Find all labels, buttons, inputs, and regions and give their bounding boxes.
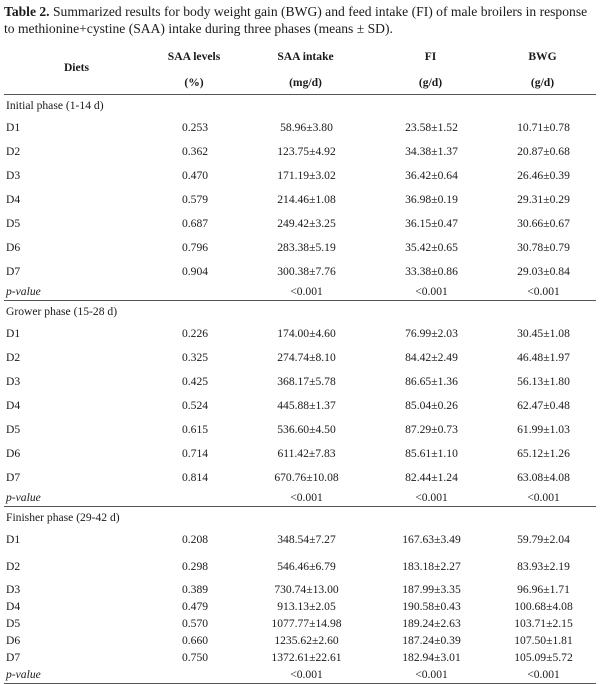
bwg-cell: 63.08±4.08 [517, 470, 570, 484]
bwg-cell: 103.71±2.15 [514, 617, 573, 630]
saa-level-cell: 0.904 [181, 264, 209, 278]
caption-label: Table 2. [4, 4, 50, 19]
phase-row [4, 301, 596, 322]
table-row [4, 551, 596, 581]
table-row [4, 615, 596, 632]
table-row [4, 345, 596, 369]
fi-cell: 190.58±0.43 [402, 600, 461, 613]
saa-level-cell: 0.714 [181, 446, 209, 460]
diet-cell: D6 [6, 634, 21, 647]
table-caption [4, 3, 596, 37]
p-value-cell: <0.001 [239, 666, 372, 684]
p-value-cell: <0.001 [415, 285, 448, 298]
saa-level-cell: 0.208 [181, 532, 209, 546]
fi-cell: 187.99±3.35 [402, 583, 461, 596]
bwg-cell: 10.71±0.78 [517, 120, 570, 134]
saa-intake-cell: 300.38±7.76 [277, 264, 336, 278]
diet-cell: D5 [6, 216, 21, 230]
fi-cell: 35.42±0.65 [405, 240, 458, 254]
diet-cell: D3 [6, 583, 21, 596]
table-row [4, 211, 596, 235]
p-value-row [4, 666, 596, 684]
bwg-cell: 30.78±0.79 [517, 240, 570, 254]
fi-cell: 187.24±0.39 [402, 634, 461, 647]
fi-cell: 85.04±0.26 [405, 398, 458, 412]
saa-level-cell: 0.687 [181, 216, 209, 230]
saa-intake-cell: 546.46±6.79 [277, 559, 336, 573]
saa-level-cell: 0.325 [181, 350, 209, 364]
fi-cell: 183.18±2.27 [402, 559, 461, 573]
diet-cell: D1 [6, 120, 21, 134]
phase-title: Grower phase (15-28 d) [4, 301, 596, 322]
fi-cell: 34.38±1.37 [405, 144, 458, 158]
table-row [4, 259, 596, 283]
table-row [4, 115, 596, 139]
p-value-cell: <0.001 [527, 491, 560, 504]
fi-cell: 82.44±1.24 [405, 470, 458, 484]
fi-cell: 167.63±3.49 [402, 532, 461, 546]
saa-intake-cell: 249.42±3.25 [277, 216, 336, 230]
bwg-cell: 59.79±2.04 [517, 532, 570, 546]
fi-cell: 36.42±0.64 [405, 168, 458, 182]
diet-cell: D4 [6, 192, 21, 206]
table-row [4, 369, 596, 393]
fi-cell: 87.29±0.73 [405, 422, 458, 436]
bwg-cell: 26.46±0.39 [517, 168, 570, 182]
phase-title: Finisher phase (29-42 d) [4, 507, 596, 528]
bwg-cell: 100.68±4.08 [514, 600, 573, 613]
phase-row [4, 95, 596, 116]
saa-intake-cell: 536.60±4.50 [277, 422, 336, 436]
header-fi-unit: (g/d) [372, 71, 489, 95]
diet-cell: D2 [6, 144, 21, 158]
header-bwg-unit: (g/d) [489, 71, 596, 95]
saa-intake-cell: 730.74±13.00 [274, 583, 339, 596]
saa-level-cell: 0.796 [181, 240, 209, 254]
p-value-cell: <0.001 [290, 285, 323, 298]
saa-intake-cell: 445.88±1.37 [277, 398, 336, 412]
bwg-cell: 56.13±1.80 [517, 374, 570, 388]
diet-cell: D2 [6, 559, 21, 573]
empty-cell [149, 666, 239, 684]
table-body [4, 95, 596, 684]
fi-cell: 189.24±2.63 [402, 617, 461, 630]
header-saa-intake: SAA intake [277, 49, 334, 63]
saa-level-cell: 0.479 [181, 600, 209, 613]
fi-cell: 182.94±3.01 [402, 651, 461, 664]
table-row [4, 163, 596, 187]
p-value-label: p-value [6, 491, 41, 504]
header-diets: Diets [4, 41, 149, 95]
fi-cell: 23.58±1.52 [405, 120, 458, 134]
saa-intake-cell: 1077.77±14.98 [271, 617, 342, 630]
saa-level-cell: 0.362 [181, 144, 209, 158]
table-row [4, 187, 596, 211]
table-row [4, 632, 596, 649]
saa-level-cell: 0.660 [181, 634, 209, 647]
saa-intake-cell: 1235.62±2.60 [274, 634, 339, 647]
fi-cell: 76.99±2.03 [405, 326, 458, 340]
empty-cell [149, 489, 239, 507]
bwg-cell: 30.45±1.08 [517, 326, 570, 340]
p-value-cell: <0.001 [527, 285, 560, 298]
diet-cell: D7 [6, 264, 21, 278]
saa-intake-cell: 368.17±5.78 [277, 374, 336, 388]
p-value-label: p-value [4, 666, 149, 684]
saa-intake-cell: 274.74±8.10 [277, 350, 336, 364]
diet-cell: D3 [6, 374, 21, 388]
diet-cell: D5 [6, 617, 21, 630]
p-value-cell: <0.001 [415, 491, 448, 504]
saa-intake-cell: 283.38±5.19 [277, 240, 336, 254]
bwg-cell: 105.09±5.72 [514, 651, 573, 664]
diet-cell: D4 [6, 600, 21, 613]
header-saa-levels-unit: (%) [149, 71, 239, 95]
bwg-cell: 61.99±1.03 [517, 422, 570, 436]
table-header [4, 41, 596, 95]
bwg-cell: 30.66±0.67 [517, 216, 570, 230]
p-value-row [4, 283, 596, 301]
p-value-label: p-value [6, 285, 41, 298]
bwg-cell: 107.50±1.81 [514, 634, 573, 647]
fi-cell: 33.38±0.86 [405, 264, 458, 278]
saa-intake-cell: 611.42±7.83 [277, 446, 336, 460]
p-value-cell: <0.001 [489, 666, 596, 684]
saa-intake-cell: 174.00±4.60 [277, 326, 336, 340]
header-saa-intake-unit: (mg/d) [239, 71, 372, 95]
diet-cell: D7 [6, 651, 21, 664]
saa-intake-cell: 123.75±4.92 [277, 144, 336, 158]
table-row [4, 581, 596, 598]
bwg-cell: 20.87±0.68 [517, 144, 570, 158]
table-row [4, 235, 596, 259]
saa-intake-cell: 58.96±3.80 [280, 120, 333, 134]
diet-cell: D5 [6, 422, 21, 436]
header-bwg: BWG [528, 49, 557, 63]
bwg-cell: 29.03±0.84 [517, 264, 570, 278]
table-row [4, 649, 596, 666]
bwg-cell: 83.93±2.19 [517, 559, 570, 573]
saa-level-cell: 0.579 [181, 192, 209, 206]
bwg-cell: 46.48±1.97 [517, 350, 570, 364]
saa-intake-cell: 913.13±2.05 [277, 600, 336, 613]
empty-cell [149, 283, 239, 301]
saa-level-cell: 0.814 [181, 470, 209, 484]
table-row [4, 441, 596, 465]
saa-level-cell: 0.425 [181, 374, 209, 388]
fi-cell: 85.61±1.10 [405, 446, 458, 460]
diet-cell: D2 [6, 350, 21, 364]
table-row [4, 393, 596, 417]
diet-cell: D6 [6, 240, 21, 254]
saa-intake-cell: 214.46±1.08 [277, 192, 336, 206]
results-table [4, 41, 596, 684]
phase-row [4, 507, 596, 528]
p-value-cell: <0.001 [290, 491, 323, 504]
phase-title: Initial phase (1-14 d) [4, 95, 596, 116]
saa-level-cell: 0.615 [181, 422, 209, 436]
saa-level-cell: 0.226 [181, 326, 209, 340]
saa-level-cell: 0.524 [181, 398, 209, 412]
fi-cell: 36.15±0.47 [405, 216, 458, 230]
table-row [4, 417, 596, 441]
table-row [4, 321, 596, 345]
table-row [4, 598, 596, 615]
diet-cell: D6 [6, 446, 21, 460]
fi-cell: 84.42±2.49 [405, 350, 458, 364]
fi-cell: 36.98±0.19 [405, 192, 458, 206]
table-row [4, 465, 596, 489]
bwg-cell: 96.96±1.71 [517, 583, 570, 596]
saa-level-cell: 0.253 [181, 120, 209, 134]
p-value-cell: <0.001 [372, 666, 489, 684]
diet-cell: D1 [6, 532, 21, 546]
diet-cell: D7 [6, 470, 21, 484]
diet-cell: D3 [6, 168, 21, 182]
fi-cell: 86.65±1.36 [405, 374, 458, 388]
header-saa-levels: SAA levels [167, 49, 221, 63]
bwg-cell: 65.12±1.26 [517, 446, 570, 460]
bwg-cell: 29.31±0.29 [517, 192, 570, 206]
p-value-row [4, 489, 596, 507]
diet-cell: D1 [6, 326, 21, 340]
saa-level-cell: 0.470 [181, 168, 209, 182]
bwg-cell: 62.47±0.48 [517, 398, 570, 412]
saa-level-cell: 0.570 [181, 617, 209, 630]
diet-cell: D4 [6, 398, 21, 412]
saa-intake-cell: 1372.61±22.61 [271, 651, 342, 664]
saa-level-cell: 0.298 [181, 559, 209, 573]
saa-intake-cell: 670.76±10.08 [274, 470, 339, 484]
saa-intake-cell: 171.19±3.02 [277, 168, 336, 182]
table-row [4, 527, 596, 551]
header-fi: FI [424, 49, 437, 63]
table-row [4, 139, 596, 163]
saa-level-cell: 0.750 [181, 651, 209, 664]
caption-text: Summarized results for body weight gain (BWG) and feed intake (FI) of male broilers in response to methionine+cystine (SAA) intake during three phases (means ± SD). [4, 4, 588, 36]
saa-level-cell: 0.389 [181, 583, 209, 596]
saa-intake-cell: 348.54±7.27 [277, 532, 336, 546]
